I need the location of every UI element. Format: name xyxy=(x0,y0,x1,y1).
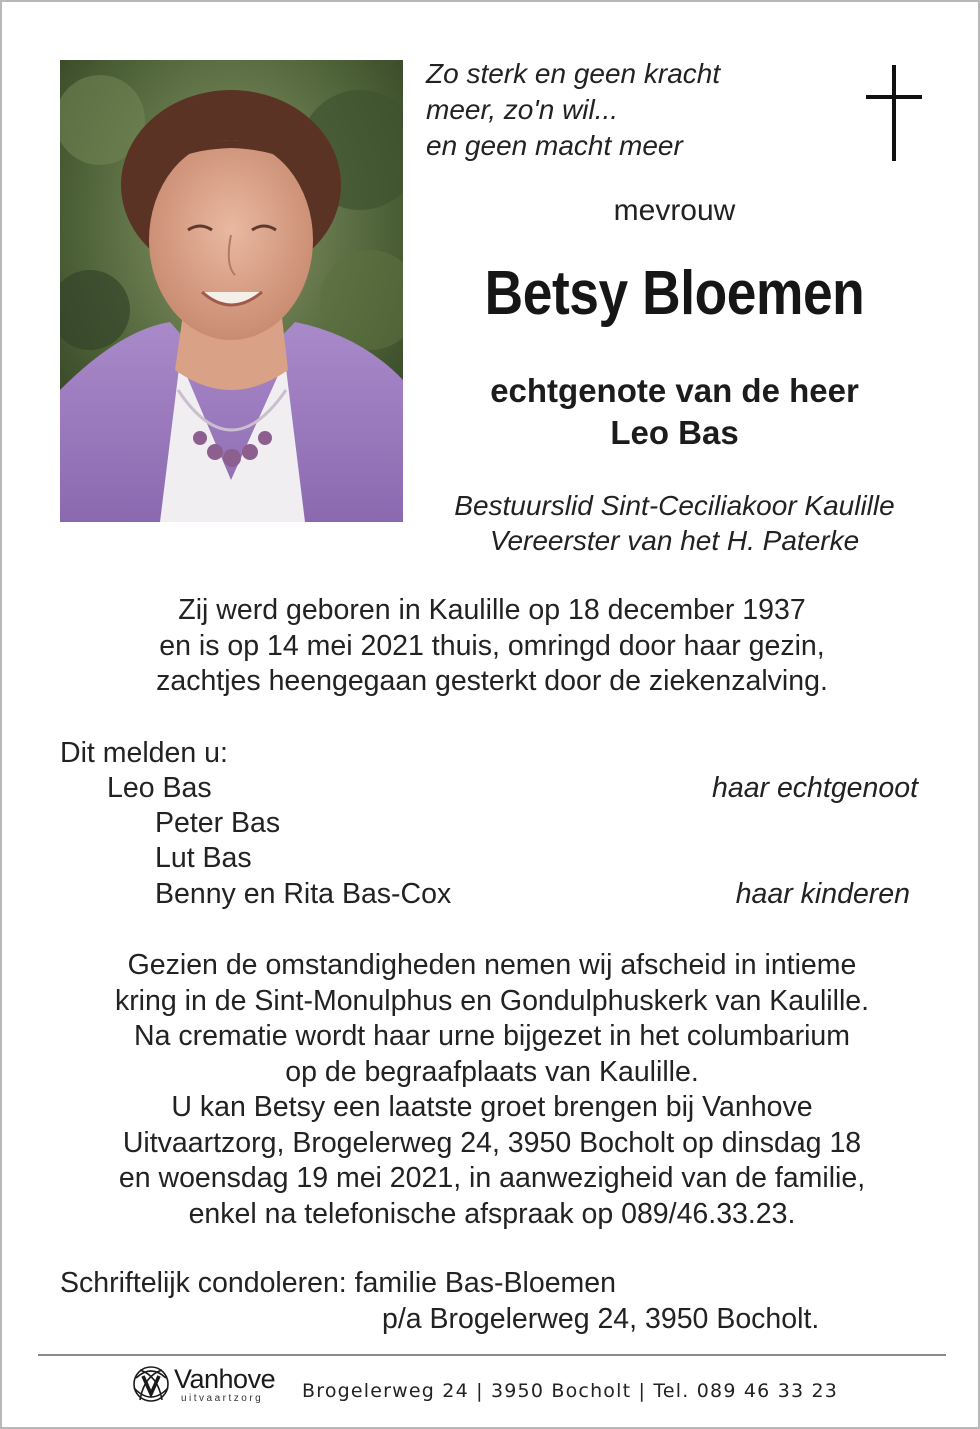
poem-line: Zo sterk en geen kracht xyxy=(426,58,721,89)
poem-line: en geen macht meer xyxy=(426,130,683,161)
notice-line: Na crematie wordt haar urne bijgezet in het columbarium xyxy=(133,1020,850,1052)
poem xyxy=(426,56,720,164)
birth-line: Zij werd geboren in Kaulille op 18 december 1937 xyxy=(178,594,806,626)
salutation: mevrouw xyxy=(613,194,736,227)
spouse-info xyxy=(402,370,947,454)
footer-divider xyxy=(38,1354,946,1356)
family-intro: Dit melden u: xyxy=(60,737,228,769)
funeral-notice xyxy=(42,948,942,1232)
family-spouse-relation: haar echtgenoot xyxy=(712,772,918,804)
notice-line: Uitvaartzorg, Brogelerweg 24, 3950 Bocholt op dinsdag 18 xyxy=(122,1126,862,1159)
birth-line: en is op 14 mei 2021 thuis, omringd door haar gezin, xyxy=(159,629,825,662)
role-line: Bestuurslid Sint-Ceciliakoor Kaulille xyxy=(454,490,895,521)
notice-line: U kan Betsy een laatste groet brengen bij Vanhove xyxy=(171,1091,813,1123)
spouse-line-1: echtgenote van de heer xyxy=(490,372,859,409)
family-child: Benny en Rita Bas-Cox xyxy=(155,878,452,910)
roles xyxy=(402,488,947,558)
family-child: Peter Bas xyxy=(155,807,281,839)
notice-line: en woensdag 19 mei 2021, in aanwezigheid van de familie, xyxy=(118,1162,866,1194)
portrait-photo xyxy=(60,60,403,522)
condolence-line-2: p/a Brogelerweg 24, 3950 Bocholt. xyxy=(382,1303,820,1335)
family-children-relation: haar kinderen xyxy=(735,878,910,910)
spouse-line-2: Leo Bas xyxy=(610,414,739,451)
logo-name: Vanhove xyxy=(174,1364,276,1394)
cross-icon xyxy=(864,65,924,161)
deceased-name: Betsy Bloemen xyxy=(484,259,865,328)
notice-line: kring in de Sint-Monulphus en Gondulphuskerk van Kaulille. xyxy=(114,984,870,1017)
footer-address: Brogelerweg 24 | 3950 Bocholt | Tel. 089 46 33 23 xyxy=(302,1380,839,1402)
role-line: Vereerster van het H. Paterke xyxy=(489,525,860,556)
condolence-line-1: Schriftelijk condoleren: familie Bas-Bloemen xyxy=(60,1267,617,1299)
notice-line: op de begraafplaats van Kaulille. xyxy=(285,1055,699,1088)
family-spouse-name: Leo Bas xyxy=(107,772,212,804)
poem-line: meer, zo'n wil... xyxy=(426,94,619,125)
family-child: Lut Bas xyxy=(155,842,252,874)
birth-line: zachtjes heengegaan gesterkt door de ziekenzalving. xyxy=(156,665,828,697)
notice-line: Gezien de omstandigheden nemen wij afscheid in intieme xyxy=(127,949,857,981)
notice-line: enkel na telefonische afspraak op 089/46.33.23. xyxy=(188,1197,796,1230)
birth-death-text xyxy=(42,593,942,700)
logo-subtitle: uitvaartzorg xyxy=(181,1393,264,1404)
